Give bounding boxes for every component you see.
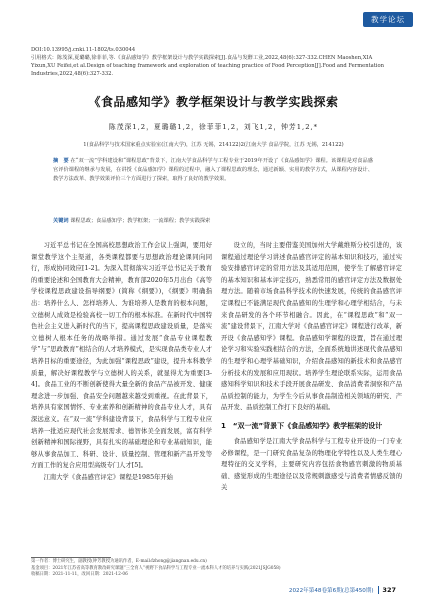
body-paragraph: 习近平总书记在全国高校思想政治工作会议上强调，要用好课堂教学这个主渠道，各类课程都要与思想政治理论课同向同行，形成协同效应[1-2]。为深入贯彻落实习近平总书记关于教育的重要论述和全国教育大会精神，教育部2020年5月出台《高等学校课程思政建设指导纲要》(简称《纲要》)，《纲要》明确指出：培养什么人、怎样培养人、为谁培养人是教育的根本问题，立德树人成效是检验高校一切工作的根本标准。在新时代中国特色社会主义进入新时代的当下，提高课程思政建设质量，是落实立德树人根本任务的战略举措。通过发展“食品专业课程教学”与“思政教育”相结合的人才培养模式，是实现食品类专业人才培养目标的重要途径，为此加强“课程思政”建设，提升本科教学质量，解决好课程教学与立德树人的关系，就显得尤为重要[3-4]。食品工业的不断创新使得大量全新的食品产品被开发、健康理念进一步加强、食品安全问题越来越受到重视。在此背景下，培养具有家国情怀、专业素养和创新精神的食品专业人才，具有深远意义。在“双一流”学科建设背景下，食品科学与工程专业应培养一批适应现代社会发展需求、德智体美全面发展，富有科学创新精神和国际视野，具有扎实的基础理论和专业基础知识，能够从事食品加工、科研、设计、质量控制、管理和新产品开发等方面工作的复合应用型高级专门人才[5]。 xyxy=(31,242,212,470)
issue-label: 2022年第48卷第6期(总第450期) xyxy=(288,588,374,594)
article-authors: 陈茂深1,2，夏璐璐1,2，徐菲菲1,2，刘飞1,2，钟芳1,2,* xyxy=(108,123,319,131)
section-heading: 1 “双一流”背景下《食品感知学》教学框架的设计 xyxy=(221,421,383,430)
footer-separator xyxy=(378,586,379,594)
article-title: 《食品感知学》教学框架设计与教学实践探索 xyxy=(88,95,339,109)
page-number: 327 xyxy=(382,586,396,594)
article-affiliation: 1(食品科学与技术国家重点实验室(江南大学)，江苏 无锡，214122)2(江南大学 食品学院，江苏 无锡，214122) xyxy=(83,142,344,148)
page-footer xyxy=(289,586,396,594)
body-column-left xyxy=(31,240,212,483)
abstract-label: 摘 要 xyxy=(53,158,69,164)
doi-line: DOI:10.13995/j.cnki.11-1802/ts.030044 xyxy=(31,47,136,53)
abstract-text: 在“双一流”学科建设和“课程思政”背景下，江南大学食品科学与工程专业于2019年开设了《食品感知学》课程。该课程是对食品感官评价课程的继承与发展，在讲授《食品感知学》课程的过程中，融入了课程思政的理念，通过新颖、实用的教学方式，从课程内容设计、教学方法改革、教学效果评价三个方面进行了探索，取得了良好的教学效果。 xyxy=(53,158,373,182)
footnote-divider xyxy=(31,557,111,558)
abstract-block xyxy=(53,157,373,183)
footnote-line: 第一作者：博士研究生，副教授(钟芳教授为通讯作者，E-mail:fzhong@jiangnan.edu.cn) xyxy=(31,559,207,564)
footnote-line: 基金项目：2021年江苏省高等教育教改研究课题“三全育人”视野下食品科学与工程专业一流本科人才的培养与实践(2021JSJG058) xyxy=(31,565,281,571)
body-paragraph: 食品感知学是江南大学食品科学与工程专业开设的一门专业必修课程，是一门研究食品复杂的物理化学特性以及人类生理心理特征的交叉学科，主要研究内容包括食物感官刺激的物质基础、感觉形成的生理途径以及常规刺激感受与消费者情感反馈的关 xyxy=(221,437,402,492)
body-column-right xyxy=(221,240,402,494)
section-badge: 教学论坛 xyxy=(363,12,413,27)
citation-line: 引用格式：陈茂深,夏璐璐,徐菲菲,等.《食品感知学》教学框架设计与教学实践探索[J].食品与发酵工业,2022,48(6):327-332.CHEN Maoshen,XIA Yixun,XU Feifei,et al.Design of teaching framework and exploration of teaching practice of Food Perception[J].Food and Fermentation Industries,2022,48(6):327-332. xyxy=(31,55,384,77)
body-paragraph: 江南大学《食品感官评定》课程是1985年开始 xyxy=(43,473,173,481)
footnote-line: 收稿日期：2021-11-11，改回日期：2021-12-06 xyxy=(31,572,128,577)
body-paragraph: 设立的，当时主要借鉴美国加州大学戴维斯分校引进的，该课程通过理论学习讲述食品感官评定的基本知识和技巧，通过实验安排感官评定的常用方法及其适用范围，使学生了解感官评定的基本知识和基本评定技巧，熟悉常用的感官评定方法及数据处理方法。随着市场食品科学技术的快速发展，传统的食品感官评定课程已不能满足现代食品感知的生理学和心理学相结合，与未来食品研发的各个环节相融合。因此，在“课程思政”和“双一流”建设背景下，江南大学对《食品感官评定》课程进行改革，新开设《食品感知学》课程。食品感知学课程的设置，旨在通过理论学习和实验实践相结合的方法，全面系统地讲述现代食品感知的生理学和心理学基础知识，介绍食品感知的新技术和食品感官分析技术的发展和应用现状。培养学生理论联系实际，运用食品感知科学知识和技术手段开展食品研发、食品消费者洞察和产品品质控制的能力，为学生今后从事食品制造相关领域的研究、产品开发、品质控制工作打下良好的基础。 xyxy=(221,242,402,412)
keywords-label: 关键词 xyxy=(53,218,69,224)
footnotes xyxy=(31,559,311,579)
keywords-block xyxy=(53,217,373,224)
keywords-text: 课程思政；食品感知学；教学框架；一流课程；教学实践探索 xyxy=(70,218,211,224)
